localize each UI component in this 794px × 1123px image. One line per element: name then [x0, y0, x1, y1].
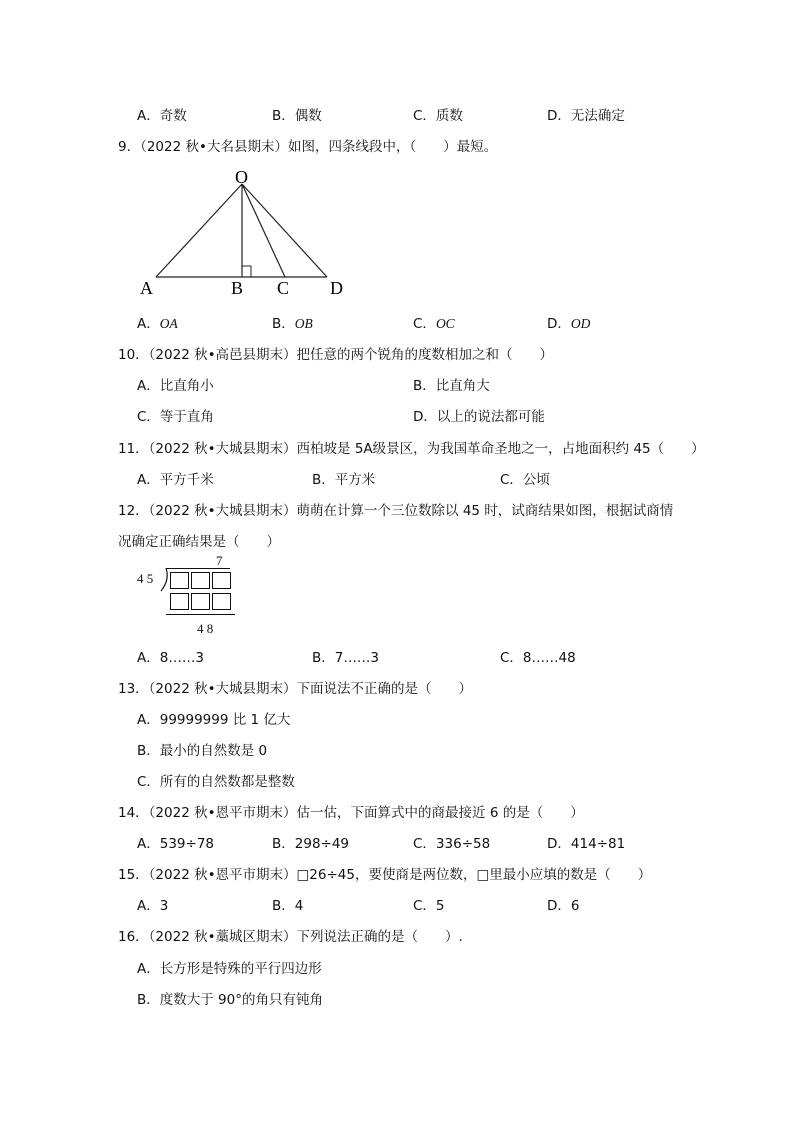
label-c: C: [277, 278, 290, 298]
quotient-digit: 7: [216, 553, 223, 568]
q15-option-c: C．5: [413, 898, 445, 914]
q14-option-b: B．298÷49: [272, 836, 350, 852]
q11-stem: 11．（2022 秋•大城县期末）西柏坡是 5A级景区，为我国革命圣地之一，占地面积约 45（ ）: [118, 441, 705, 457]
q13-option-c: C．所有的自然数都是整数: [137, 774, 295, 790]
label-o: O: [235, 167, 248, 187]
q8-option-d: D．无法确定: [547, 108, 625, 124]
q15-option-b: B．4: [272, 898, 304, 914]
q9-option-d: D．OD: [547, 316, 591, 332]
label-b: B: [231, 278, 244, 298]
q13-stem: 13．（2022 秋•大城县期末）下面说法不正确的是（ ）: [118, 681, 473, 697]
q8-option-c: C．质数: [413, 108, 463, 124]
subtraction-line: [166, 614, 235, 615]
q14-option-d: D．414÷81: [547, 836, 626, 852]
dividend-box-1: [170, 572, 189, 589]
q9-option-c: C．OC: [413, 316, 455, 332]
dividend-box-3: [212, 572, 231, 589]
q11-option-c: C．公顷: [500, 472, 550, 488]
q16-option-a: A．长方形是特殊的平行四边形: [137, 961, 322, 977]
q12-option-c: C．8……48: [500, 650, 576, 666]
q9-stem: 9．（2022 秋•大名县期末）如图，四条线段中，（ ）最短。: [118, 139, 498, 155]
q14-stem: 14．（2022 秋•恩平市期末）估一估，下面算式中的商最接近 6 的是（ ）: [118, 805, 584, 821]
q14-option-c: C．336÷58: [413, 836, 491, 852]
q12-long-division-figure: [135, 553, 245, 639]
q12-option-b: B．7……3: [312, 650, 379, 666]
q16-stem: 16．（2022 秋•藁城区期末）下列说法正确的是（ ）.: [118, 929, 463, 945]
product-box-2: [191, 593, 210, 610]
q9-option-a: A．OA: [137, 316, 178, 332]
q13-option-a: A．99999999 比 1 亿大: [137, 712, 291, 728]
product-box-1: [170, 593, 189, 610]
division-bar: [166, 568, 230, 569]
q9-option-b: B．OB: [272, 316, 313, 332]
q13-option-b: B．最小的自然数是 0: [137, 743, 268, 759]
q15-option-a: A．3: [137, 898, 169, 914]
label-d: D: [330, 278, 343, 298]
q12-stem-line2: 况确定正确结果是（ ）: [118, 534, 280, 550]
q9-triangle-figure: [130, 162, 360, 302]
q16-option-b: B．度数大于 90°的角只有钝角: [137, 992, 323, 1008]
q15-stem: 15．（2022 秋•恩平市期末）□26÷45，要使商是两位数，□里最小应填的数是（ ）: [118, 867, 652, 883]
q14-option-a: A．539÷78: [137, 836, 214, 852]
q15-option-d: D．6: [547, 898, 580, 914]
dividend-box-2: [191, 572, 210, 589]
q8-option-a: A．奇数: [137, 108, 187, 124]
q11-option-b: B．平方米: [312, 472, 376, 488]
q10-option-d: D．以上的说法都可能: [413, 409, 545, 425]
remainder: 4 8: [197, 621, 214, 636]
q10-stem: 10．（2022 秋•高邑县期末）把任意的两个锐角的度数相加之和（ ）: [118, 347, 554, 363]
label-a: A: [140, 278, 153, 298]
q12-option-a: A．8……3: [137, 650, 204, 666]
q10-option-c: C．等于直角: [137, 409, 214, 425]
q10-option-a: A．比直角小: [137, 378, 214, 394]
q11-option-a: A．平方千米: [137, 472, 214, 488]
q10-option-b: B．比直角大: [413, 378, 490, 394]
product-box-3: [212, 593, 231, 610]
q8-option-b: B．偶数: [272, 108, 322, 124]
divisor: 4 5: [137, 571, 154, 586]
q12-stem-line1: 12．（2022 秋•大城县期末）萌萌在计算一个三位数除以 45 时，试商结果如图，根据试商情: [118, 503, 674, 519]
